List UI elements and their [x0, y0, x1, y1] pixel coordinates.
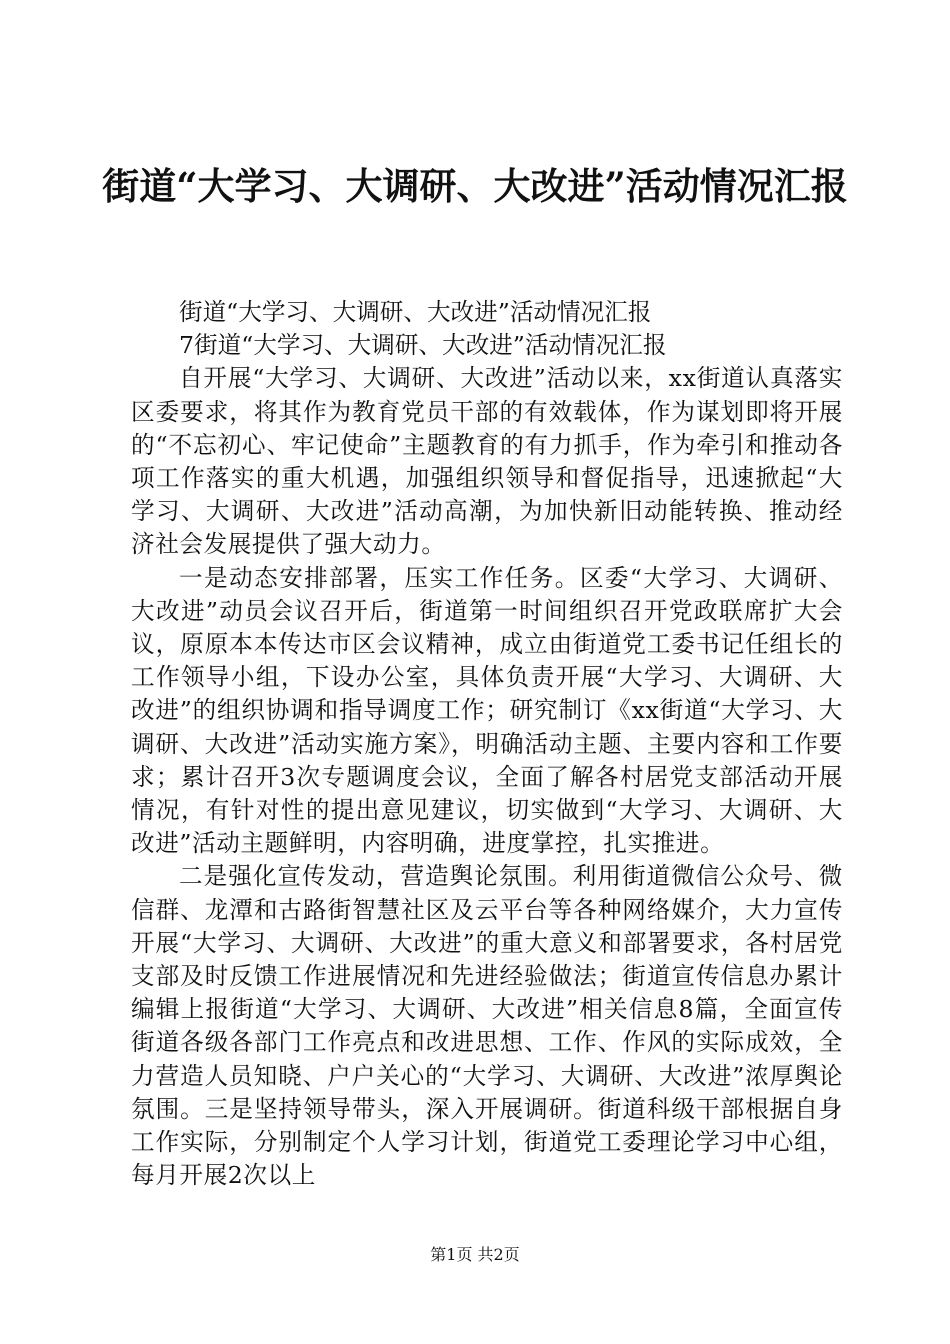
paragraph-intro: 自开展“大学习、大调研、大改进”活动以来，xx街道认真落实区委要求，将其作为教育党员干部的有效载体，作为谋划即将开展的“不忘初心、牢记使命”主题教育的有力抓手，作为牵引和推动各项工作落实的重大机遇，加强组织领导和督促指导，迅速掀起“大学习、大调研、大改进”活动高潮，为加快新旧动能转换、推动经济社会发展提供了强大动力。 [131, 364, 843, 559]
document-body [131, 296, 843, 1192]
paragraph-publicity: 二是强化宣传发动，营造舆论氛围。利用街道微信公众号、微信群、龙潭和古路街智慧社区及云平台等各种网络媒介，大力宣传开展“大学习、大调研、大改进”的重大意义和部署要求，各村居党支部及时反馈工作进展情况和先进经验做法；街道宣传信息办累计编辑上报街道“大学习、大调研、大改进”相关信息8篇，全面宣传街道各级各部门工作亮点和改进思想、工作、作风的实际成效，全力营造人员知晓、户户关心的“大学习、大调研、大改进”浓厚舆论氛围。三是坚持领导带头，深入开展调研。街道科级干部根据自身工作实际，分别制定个人学习计划，街道党工委理论学习中心组，每月开展2次以上 [131, 862, 843, 1190]
document-subtitle-numbered: 7街道“大学习、大调研、大改进”活动情况汇报 [179, 331, 667, 360]
document-subtitle: 街道“大学习、大调研、大改进”活动情况汇报 [179, 298, 652, 326]
paragraph-deployment: 一是动态安排部署，压实工作任务。区委“大学习、大调研、大改进”动员会议召开后，街道第一时间组织召开党政联席扩大会议，原原本本传达市区会议精神，成立由街道党工委书记任组长的工作领导小组，下设办公室，具体负责开展“大学习、大调研、大改进”的组织协调和指导调度工作；研究制订《xx街道“大学习、大调研、大改进”活动实施方案》，明确活动主题、主要内容和工作要求；累计召开3次专题调度会议，全面了解各村居党支部活动开展情况，有针对性的提出意见建议，切实做到“大学习、大调研、大改进”活动主题鲜明，内容明确，进度掌控，扎实推进。 [131, 563, 843, 858]
document-title: 街道“大学习、大调研、大改进”活动情况汇报 [102, 164, 848, 208]
page-footer: 第1页 共2页 [430, 1245, 520, 1264]
